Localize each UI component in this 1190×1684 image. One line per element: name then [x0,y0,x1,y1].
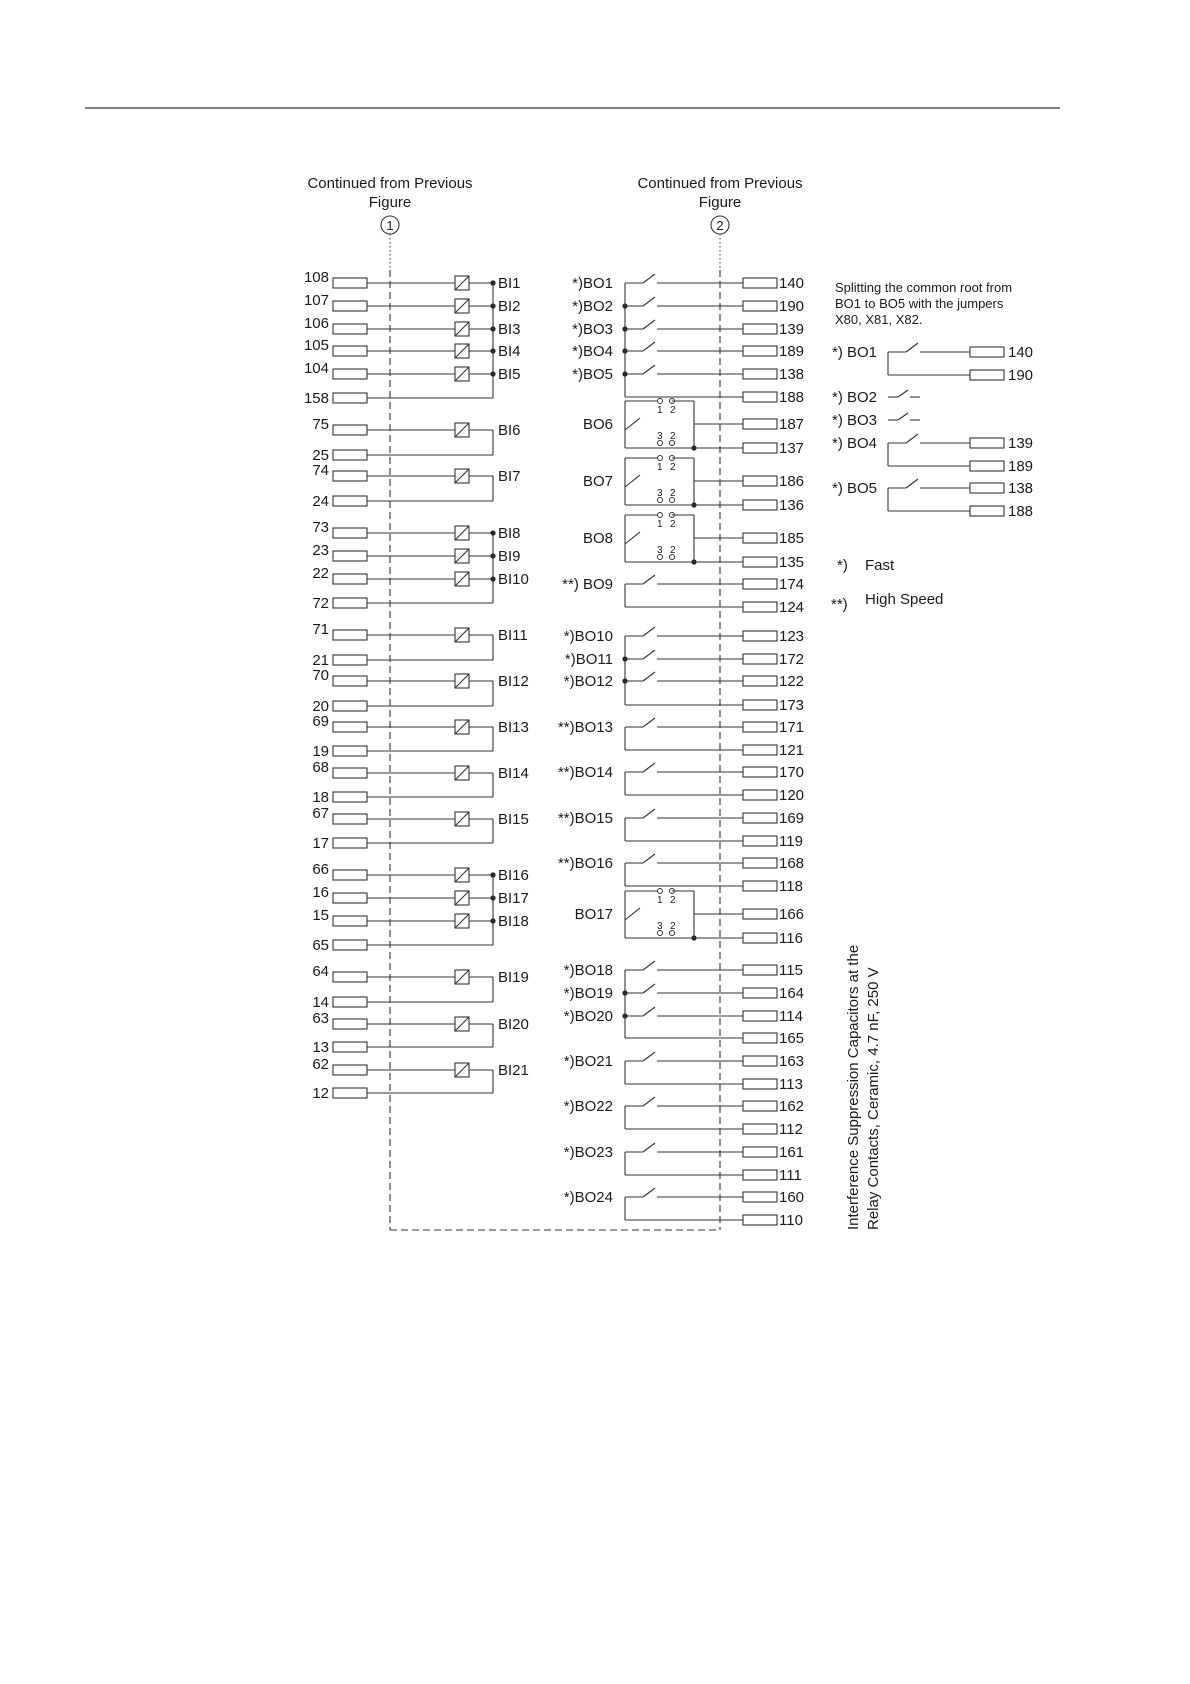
capacitor-note-line-1: Interference Suppression Capacitors at the [845,944,862,1230]
bo17-terminal-number: 166 [779,906,805,923]
bi5-return-terminal [333,393,367,403]
bo7-contact-label-1: 1 [657,462,663,473]
legend-1-text: Fast [865,557,895,574]
split-bo2-contact-symbol [888,390,920,397]
split-bo3-contact-symbol [888,413,920,420]
bo8-common-terminal-number: 135 [779,554,805,571]
bi13-return-terminal-number: 19 [312,743,329,760]
bi4-input-terminal [333,346,367,356]
bi14-input-terminal [333,768,367,778]
bi2-input-terminal-number: 107 [303,292,329,309]
bi10-input-terminal-number: 22 [312,565,329,582]
bi11-return-terminal [333,655,367,665]
bo6-contact-label-2: 2 [670,405,676,416]
bo16-terminal-number: 168 [779,855,805,872]
bo5-terminal-number: 138 [779,366,805,383]
bi7-input-terminal-number: 74 [312,462,329,479]
bo15-common-terminal-number: 119 [779,833,803,850]
bo17-contact-label-1: 1 [657,895,663,906]
bi18-input-terminal [333,916,367,926]
bo14-contact-symbol [625,763,743,772]
bi16-input-terminal-number: 66 [312,861,329,878]
bo18-terminal [743,965,777,975]
bo22-label: *)BO22 [563,1098,613,1115]
bo22-terminal [743,1101,777,1111]
split-bo5-contact-symbol [888,479,970,488]
bo13-terminal [743,722,777,732]
legend-1-symbol: *) [837,557,848,574]
bi15-label: BI15 [498,811,529,828]
bi17-input-terminal [333,893,367,903]
bo17-contact-label-2b: 2 [670,921,676,932]
split-bo5-label: *) BO5 [832,480,878,497]
bo14-terminal-number: 170 [779,764,805,781]
split-bo5-common-terminal [970,506,1004,516]
bi7-input-terminal [333,471,367,481]
bo21-common-terminal-number: 113 [779,1076,803,1093]
bi21-label: BI21 [498,1062,529,1079]
bi9-input-terminal [333,551,367,561]
bo9-terminal-number: 174 [779,576,805,593]
bo8-contact-label-2: 2 [670,519,676,530]
bo23-common-terminal [743,1170,777,1180]
bo12-common-terminal [743,700,777,710]
bi6-input-terminal-number: 75 [312,416,329,433]
bo11-terminal [743,654,777,664]
bi13-optocoupler-symbol [455,720,469,734]
bo14-common-terminal [743,790,777,800]
split-bo2-label: *) BO2 [832,389,878,406]
bi2-input-terminal [333,301,367,311]
bi11-return-terminal-number: 21 [312,652,329,669]
splitting-note-line-1: Splitting the common root from [835,280,1013,295]
bo6-contact-label-3: 3 [657,431,663,442]
bo6-terminal-number: 187 [779,416,805,433]
split-bo4-common-terminal [970,461,1004,471]
bo1-contact-symbol [625,274,743,283]
bi19-return-terminal [333,997,367,1007]
bi12-return-terminal-number: 20 [312,698,329,715]
bi20-label: BI20 [498,1016,529,1033]
bo9-common-terminal-number: 124 [779,599,805,616]
bo7-common-terminal-number: 136 [779,497,805,514]
bo12-terminal-number: 122 [779,673,805,690]
bo6-common-terminal [743,443,777,453]
bo13-label: **)BO13 [557,719,613,736]
bi6-label: BI6 [498,422,521,439]
bo6-contact-label-1: 1 [657,405,663,416]
bo5-common-terminal-number: 188 [779,389,805,406]
bo16-contact-symbol [625,854,743,863]
bo9-label: **) BO9 [562,576,613,593]
bo18-label: *)BO18 [563,962,613,979]
bi1-input-terminal [333,278,367,288]
bo2-label: *)BO2 [572,298,613,315]
split-bo1-terminal-number: 140 [1008,344,1034,361]
bo24-terminal-number: 160 [779,1189,805,1206]
bo10-terminal [743,631,777,641]
bo20-terminal-number: 114 [779,1008,803,1025]
left-continued-title-line2: Figure [368,194,412,211]
bi17-input-terminal-number: 16 [312,884,329,901]
bi14-input-terminal-number: 68 [312,759,329,776]
bo22-terminal-number: 162 [779,1098,805,1115]
bi9-label: BI9 [498,548,521,565]
legend-2-text: High Speed [865,591,944,608]
split-bo4-contact-symbol [888,434,970,443]
bo10-contact-symbol [625,627,743,636]
bi20-input-terminal [333,1019,367,1029]
bo1-label: *)BO1 [572,275,613,292]
bi13-input-terminal-number: 69 [312,713,329,730]
bi10-return-terminal [333,598,367,608]
bi6-optocoupler-symbol [455,423,469,437]
bi9-optocoupler-symbol [455,549,469,563]
bo17-label: BO17 [574,906,613,923]
bi5-input-terminal-number: 104 [303,360,329,377]
bi1-input-terminal-number: 108 [303,269,329,286]
bi21-return-terminal-number: 12 [312,1085,329,1102]
bi15-optocoupler-symbol [455,812,469,826]
bo15-common-terminal [743,836,777,846]
left-continued-title: Continued from Previous [307,175,473,192]
bo10-label: *)BO10 [563,628,613,645]
bo14-terminal [743,767,777,777]
bi15-return-terminal-number: 17 [312,835,329,852]
bi12-input-terminal [333,676,367,686]
bo19-contact-symbol [625,984,743,993]
bo6-common-terminal-number: 137 [779,440,805,457]
bi5-input-terminal [333,369,367,379]
bi17-label: BI17 [498,890,529,907]
bi11-label: BI11 [498,627,528,644]
bi16-label: BI16 [498,867,529,884]
bi15-input-terminal-number: 67 [312,805,329,822]
right-continued-title: Continued from Previous [637,175,803,192]
bi10-return-terminal-number: 72 [312,595,329,612]
bo24-contact-symbol [625,1188,743,1197]
bi13-label: BI13 [498,719,529,736]
bo2-contact-symbol [625,297,743,306]
bo11-terminal-number: 172 [779,651,805,668]
bo7-common-terminal [743,500,777,510]
bi20-input-terminal-number: 63 [312,1010,329,1027]
split-bo1-common-terminal [970,370,1004,380]
right-continued-title-line2: Figure [698,194,742,211]
bo21-label: *)BO21 [563,1053,613,1070]
bi19-optocoupler-symbol [455,970,469,984]
bi17-optocoupler-symbol [455,891,469,905]
bi5-return-terminal-number: 158 [303,390,329,407]
bo6-contact-label-2b: 2 [670,431,676,442]
bo17-common-terminal-number: 116 [779,930,803,947]
bi3-optocoupler-symbol [455,322,469,336]
bo12-label: *)BO12 [563,673,613,690]
bi11-input-terminal-number: 71 [312,621,329,638]
split-bo1-label: *) BO1 [832,344,878,361]
bi11-input-terminal [333,630,367,640]
bo3-label: *)BO3 [572,321,613,338]
bi5-label: BI5 [498,366,521,383]
bi14-return-terminal-number: 18 [312,789,329,806]
bo24-common-terminal [743,1215,777,1225]
bi3-input-terminal [333,324,367,334]
split-bo1-contact-symbol [888,343,970,352]
bo7-terminal [743,476,777,486]
bi20-return-terminal-number: 13 [312,1039,329,1056]
bi8-label: BI8 [498,525,521,542]
bo20-terminal [743,1011,777,1021]
bi18-label: BI18 [498,913,529,930]
bo18-contact-symbol [625,961,743,970]
bo21-terminal [743,1056,777,1066]
bi2-optocoupler-symbol [455,299,469,313]
bi21-input-terminal-number: 62 [312,1056,329,1073]
bo21-terminal-number: 163 [779,1053,805,1070]
bo11-contact-symbol [625,650,743,659]
bo5-label: *)BO5 [572,366,613,383]
bi10-label: BI10 [498,571,529,588]
bi2-label: BI2 [498,298,521,315]
bi21-input-terminal [333,1065,367,1075]
bo5-terminal [743,369,777,379]
bo15-terminal-number: 169 [779,810,805,827]
bo24-common-terminal-number: 110 [779,1212,803,1229]
bo11-label: *)BO11 [564,651,613,668]
bo7-label: BO7 [582,473,613,490]
bo21-common-terminal [743,1079,777,1089]
bo16-terminal [743,858,777,868]
bi12-label: BI12 [498,673,529,690]
bi13-return-terminal [333,746,367,756]
bo9-terminal [743,579,777,589]
bo10-terminal-number: 123 [779,628,805,645]
bo15-terminal [743,813,777,823]
bi14-label: BI14 [498,765,529,782]
bo14-common-terminal-number: 120 [779,787,805,804]
bi3-input-terminal-number: 106 [303,315,329,332]
bi4-optocoupler-symbol [455,344,469,358]
connector-marker-1-label: 1 [386,218,394,233]
bo16-label: **)BO16 [557,855,613,872]
split-bo5-common-terminal-number: 188 [1008,503,1034,520]
bi20-optocoupler-symbol [455,1017,469,1031]
bo7-contact-label-2: 2 [670,462,676,473]
bi18-return-terminal [333,940,367,950]
bo5-common-terminal [743,392,777,402]
bi3-label: BI3 [498,321,521,338]
bi15-input-terminal [333,814,367,824]
bo24-terminal [743,1192,777,1202]
bo17-contact-label-3: 3 [657,921,663,932]
bi8-input-terminal [333,528,367,538]
bo5-contact-symbol [625,365,743,374]
bo20-contact-symbol [625,1007,743,1016]
bo17-terminal [743,909,777,919]
bi9-input-terminal-number: 23 [312,542,329,559]
bi7-label: BI7 [498,468,521,485]
split-bo4-common-terminal-number: 189 [1008,458,1034,475]
bo12-terminal [743,676,777,686]
bo7-contact-label-3: 3 [657,488,663,499]
bo8-terminal [743,533,777,543]
bo15-contact-symbol [625,809,743,818]
connector-marker-2-label: 2 [716,218,724,233]
bo3-terminal-number: 139 [779,321,805,338]
bo13-contact-symbol [625,718,743,727]
bo14-label: **)BO14 [557,764,613,781]
bo17-contact-label-2: 2 [670,895,676,906]
bo2-terminal [743,301,777,311]
bo19-label: *)BO19 [563,985,613,1002]
bi5-optocoupler-symbol [455,367,469,381]
bo8-contact-label-1: 1 [657,519,663,530]
bo16-common-terminal [743,881,777,891]
bo13-terminal-number: 171 [779,719,805,736]
split-bo1-terminal [970,347,1004,357]
bi20-return-terminal [333,1042,367,1052]
bo20-common-terminal [743,1033,777,1043]
bo12-common-terminal-number: 173 [779,697,805,714]
bi6-return-terminal-number: 25 [312,447,329,464]
bo7-contact-label-2b: 2 [670,488,676,499]
bo8-common-terminal [743,557,777,567]
bo24-label: *)BO24 [563,1189,613,1206]
splitting-note-line-2: BO1 to BO5 with the jumpers [835,296,1004,311]
bo19-terminal [743,988,777,998]
split-bo4-terminal [970,438,1004,448]
bi21-return-terminal [333,1088,367,1098]
bo6-label: BO6 [582,416,613,433]
bo6-terminal [743,419,777,429]
bo4-contact-symbol [625,342,743,351]
bi7-return-terminal-number: 24 [312,493,329,510]
bo8-contact-label-3: 3 [657,545,663,556]
bo23-common-terminal-number: 111 [779,1167,802,1184]
bo16-common-terminal-number: 118 [779,878,803,895]
bo1-terminal-number: 140 [779,275,805,292]
bi10-optocoupler-symbol [455,572,469,586]
bo22-contact-symbol [625,1097,743,1106]
split-bo1-common-terminal-number: 190 [1008,367,1034,384]
bo13-common-terminal [743,745,777,755]
splitting-note-line-3: X80, X81, X82. [835,312,923,327]
bo3-contact-symbol [625,320,743,329]
bo19-terminal-number: 164 [779,985,805,1002]
bo9-common-terminal [743,602,777,612]
bo23-contact-symbol [625,1143,743,1152]
bi19-return-terminal-number: 14 [312,994,329,1011]
bi14-optocoupler-symbol [455,766,469,780]
bi18-return-terminal-number: 65 [312,937,329,954]
bi14-return-terminal [333,792,367,802]
bo1-terminal [743,278,777,288]
bi1-optocoupler-symbol [455,276,469,290]
split-bo5-terminal-number: 138 [1008,480,1034,497]
bi12-optocoupler-symbol [455,674,469,688]
bo8-contact-label-2b: 2 [670,545,676,556]
bo3-terminal [743,324,777,334]
bi19-input-terminal-number: 64 [312,963,329,980]
bi7-optocoupler-symbol [455,469,469,483]
bi6-input-terminal [333,425,367,435]
bo20-common-terminal-number: 165 [779,1030,805,1047]
bo9-contact-symbol [625,575,743,584]
bi7-return-terminal [333,496,367,506]
bo2-terminal-number: 190 [779,298,805,315]
split-bo4-label: *) BO4 [832,435,878,452]
split-bo5-terminal [970,483,1004,493]
split-bo3-label: *) BO3 [832,412,878,429]
bo4-terminal [743,346,777,356]
bi12-return-terminal [333,701,367,711]
bo23-terminal [743,1147,777,1157]
bo4-label: *)BO4 [572,343,613,360]
bo8-label: BO8 [582,530,613,547]
bi6-return-terminal [333,450,367,460]
bo18-terminal-number: 115 [779,962,803,979]
bo7-terminal-number: 186 [779,473,805,490]
bi1-label: BI1 [498,275,521,292]
bo17-common-terminal [743,933,777,943]
bi21-optocoupler-symbol [455,1063,469,1077]
bi4-label: BI4 [498,343,521,360]
bo21-contact-symbol [625,1052,743,1061]
legend-2-symbol: **) [831,596,848,613]
bi18-optocoupler-symbol [455,914,469,928]
bo23-label: *)BO23 [563,1144,613,1161]
bi15-return-terminal [333,838,367,848]
capacitor-note-line-2: Relay Contacts, Ceramic, 4.7 nF, 250 V [865,967,882,1230]
bo12-contact-symbol [625,672,743,681]
bi12-input-terminal-number: 70 [312,667,329,684]
bi16-optocoupler-symbol [455,868,469,882]
split-bo4-terminal-number: 139 [1008,435,1034,452]
bi10-input-terminal [333,574,367,584]
bi4-input-terminal-number: 105 [303,337,329,354]
bi8-optocoupler-symbol [455,526,469,540]
bo20-label: *)BO20 [563,1008,613,1025]
bi18-input-terminal-number: 15 [312,907,329,924]
bo15-label: **)BO15 [557,810,613,827]
bi19-input-terminal [333,972,367,982]
bo4-terminal-number: 189 [779,343,805,360]
bo13-common-terminal-number: 121 [779,742,805,759]
bo22-common-terminal [743,1124,777,1134]
bi16-input-terminal [333,870,367,880]
bo22-common-terminal-number: 112 [779,1121,803,1138]
bi11-optocoupler-symbol [455,628,469,642]
bo8-terminal-number: 185 [779,530,805,547]
bi8-input-terminal-number: 73 [312,519,329,536]
bi13-input-terminal [333,722,367,732]
bo23-terminal-number: 161 [779,1144,805,1161]
bi19-label: BI19 [498,969,529,986]
